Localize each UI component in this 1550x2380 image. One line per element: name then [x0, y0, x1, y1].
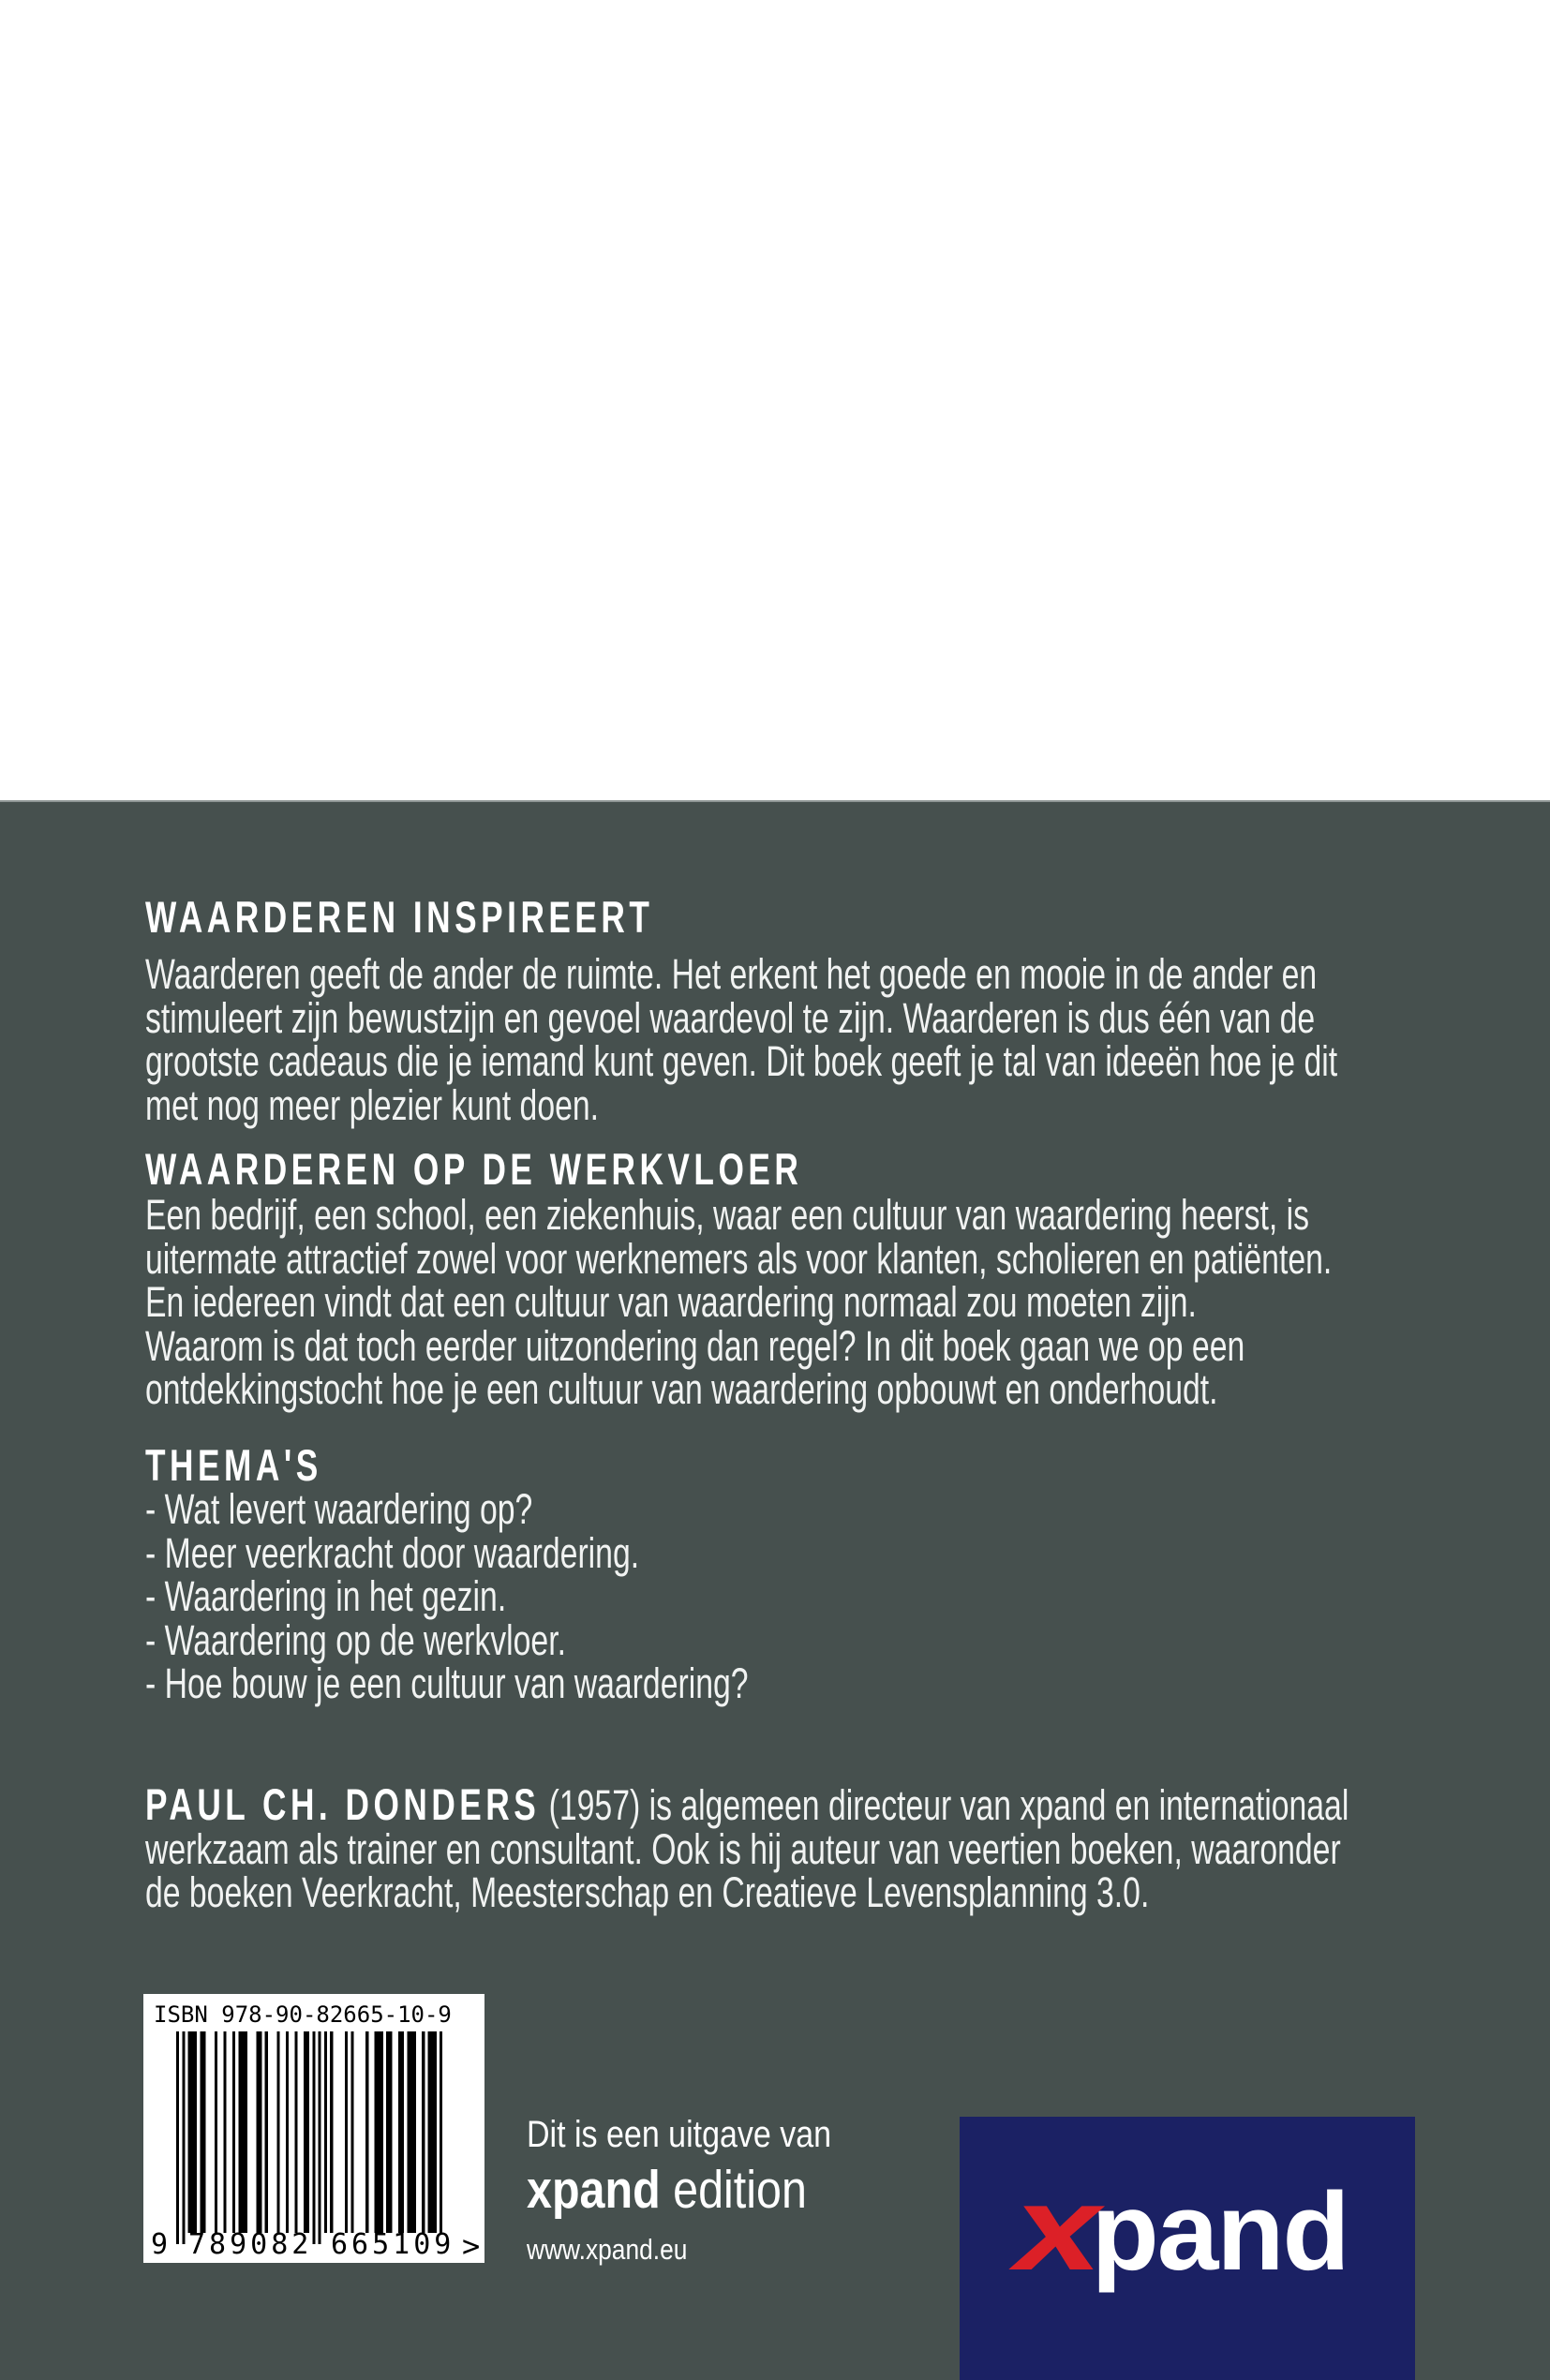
text-line: Een bedrijf, een school, een ziekenhuis, waar een cultuur van waardering heerst, is — [145, 1191, 1309, 1239]
publisher-brand-line — [527, 2162, 831, 2218]
paragraph-inspireert — [145, 950, 1338, 1129]
author-bio-line: werkzaam als trainer en consultant. Ook is hij auteur van veertien boeken, waaronder — [145, 1824, 1341, 1873]
author-bio — [145, 1779, 1349, 1916]
text-line: - Waardering op de werkvloer. — [145, 1615, 566, 1664]
heading-waarderen-inspireert: WAARDEREN INSPIREERT — [145, 892, 654, 942]
author-bio-line — [145, 1779, 1349, 1829]
publisher-brand-rest: edition — [660, 2160, 807, 2220]
text-line: stimuleert zijn bewustzijn en gevoel waardevol te zijn. Waarderen is dus één van de — [145, 993, 1316, 1042]
text-line: ontdekkingstocht hoe je een cultuur van waardering opbouwt en onderhoudt. — [145, 1365, 1218, 1413]
text-line: met nog meer plezier kunt doen. — [145, 1080, 600, 1129]
text-line: - Waardering in het gezin. — [145, 1572, 507, 1620]
barcode-arrow: > — [462, 2228, 481, 2264]
barcode-box — [143, 1994, 484, 2263]
xpand-logo — [960, 2162, 1415, 2322]
isbn-label: ISBN 978-90-82665-10-9 — [154, 2001, 452, 2028]
xpand-logo-text: pand — [1091, 2170, 1349, 2294]
barcode-bars — [176, 2031, 457, 2244]
author-bio-line: de boeken Veerkracht, Meesterschap en Creatieve Levensplanning 3.0. — [145, 1868, 1150, 1916]
xpand-logo-box — [960, 2117, 1415, 2380]
barcode-left-digits: 789082 — [188, 2228, 313, 2261]
text-line: - Wat levert waardering op? — [145, 1485, 533, 1533]
author-name: PAUL CH. DONDERS — [145, 1779, 541, 1829]
barcode-first-digit: 9 — [151, 2228, 169, 2261]
heading-themas: THEMA'S — [145, 1440, 322, 1490]
barcode-right-digits: 665109 — [331, 2228, 455, 2261]
text-line: Waarom is dat toch eerder uitzondering dan regel? In dit boek gaan we op een — [145, 1321, 1245, 1370]
publisher-intro: Dit is een uitgave van — [527, 2114, 832, 2155]
text-line: En iedereen vindt dat een cultuur van waardering normaal zou moeten zijn. — [145, 1278, 1197, 1326]
website-url: www.xpand.eu — [527, 2233, 688, 2266]
text-line: - Meer veerkracht door waardering. — [145, 1528, 640, 1577]
xpand-logo-x-mark: x — [1002, 2162, 1118, 2296]
heading-waarderen-werkvloer: WAARDEREN OP DE WERKVLOER — [145, 1144, 803, 1194]
publisher-brand-bold: xpand — [527, 2160, 661, 2220]
themas-list — [145, 1485, 749, 1707]
text-line: Waarderen geeft de ander de ruimte. Het erkent het goede en mooie in de ander en — [145, 950, 1318, 998]
author-bio-intro: (1957) is algemeen directeur van xpand en internationaal — [540, 1781, 1349, 1829]
text-line: - Hoe bouw je een cultuur van waardering? — [145, 1659, 749, 1707]
text-line: uitermate attractief zowel voor werknemers als voor klanten, scholieren en patiënten. — [145, 1234, 1333, 1283]
paragraph-werkvloer — [145, 1191, 1333, 1413]
text-line: grootste cadeaus die je iemand kunt geven. Dit boek geeft je tal van ideeën hoe je dit — [145, 1037, 1338, 1085]
publisher-note — [527, 2111, 831, 2267]
